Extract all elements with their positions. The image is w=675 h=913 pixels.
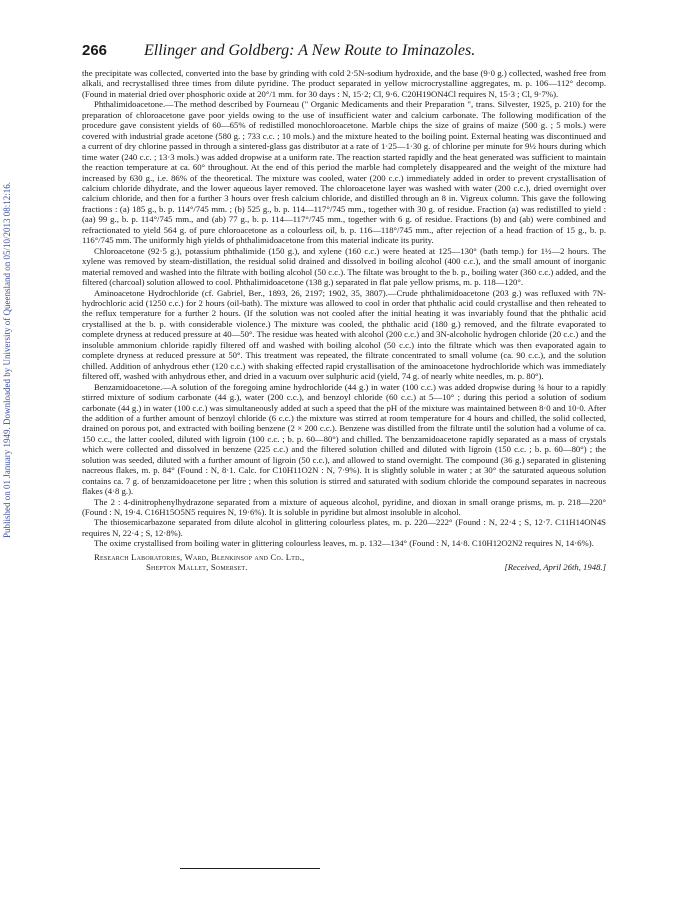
- paragraph-thiosemicarbazone: The thiosemicarbazone separated from dilute alcohol in glittering colourless plates, m. p. 220—222° (Found : N, 22·4 ; S, 12·7. C11H14ON4S requires N, 22·4 ; S, 12·8%).: [82, 517, 606, 538]
- paragraph-oxime: The oxime crystallised from boiling water in glittering colourless leaves, m. p. 132—134° (Found : N, 14·8. C10H12O2N2 requires N, 14·6%).: [94, 538, 594, 549]
- paragraph-benzamidoacetone: Benzamidoacetone.—A solution of the foregoing amine hydrochloride (44 g.) in water (100 c.c.) was added dropwise during ¾ hour to a rapidly stirred mixture of sodium carbonate (44 g.), water (200 c.c.), and benzoyl chloride (60 c.c.) at 5—10° ; during this period a solution of sodium carbonate (44 g.) in water (100 c.c.) was simultaneously added at such a speed that the pH of the mixture was maintained between 8·0 and 10·0. After the addition of a further amount of benzoyl chloride (6 c.c.) the mixture was stirred at room temperature for 4 hours and chilled, the solid collected, drained on porous pot, and extracted with boiling benzene (2 × 200 c.c.). Benzene was distilled from the filtrate until the solution had a volume of ca. 150 c.c., the latter cooled, diluted with ligroin (100 c.c. ; b. p. 60—80°) and chilled. The benzamidoacetone rapidly separated as a mass of crystals which were collected and dissolved in benzene (225 c.c.) and the filtered solution chilled and diluted with ligroin (150 c.c. ; b. p. 60—80°) ; the solution was seeded, diluted with a further amount of ligroin (50 c.c.), and allowed to stand overnight. The compound (36 g.) separated in glistening nacreous flakes, m. p. 84° (Found : N, 8·1. Calc. for C10H11O2N : N, 7·9%). It is slightly soluble in water ; at 30° the saturated aqueous solution contains ca. 7 g. of benzamidoacetone per litre ; when this solution is stirred and saturated with sodium chloride the compound separates in nacreous flakes (4·8 g.).: [82, 381, 606, 497]
- paragraph-dinitrophenylhydrazone: The 2 : 4-dinitrophenylhydrazone separated from a mixture of aqueous alcohol, pyridine, and dioxan in small orange prisms, m. p. 218—220° (Found : N, 19·4. C16H15O5N5 requires N, 19·6%). It is soluble in pyridine but almost insoluble in alcohol.: [82, 496, 606, 518]
- paragraph-chloroacetone: Chloroacetone (92·5 g.), potassium phthalimide (150 g.), and xylene (160 c.c.) were heated at 125—130° (bath temp.) for 1½—2 hours. The xylene was removed by steam-distillation, the residual solid drained and dissolved in boiling alcohol (400 c.c.), and the small amount of inorganic material removed and washed into the filtrate with boiling alcohol (50 c.c.). The filtate was brought to the b. p., boiling water (360 c.c.) added, and the filtered (charcoal) solution allowed to cool. Phthalimidoacetone (138 g.) separated in flat pale yellow prisms, m. p. 118—120°.: [82, 245, 606, 288]
- article-footer: [82, 552, 606, 576]
- page-number: 266: [82, 42, 108, 59]
- affiliation-line-1: Research Laboratories, Ward, Blenkinsop and Co. Ltd.,: [94, 551, 305, 562]
- received-date: [Received, April 26th, 1948.]: [504, 561, 606, 572]
- paragraph-phthalimidoacetone: Phthalimidoacetone.—The method described by Fourneau (" Organic Medicaments and their Preparation ", trans. Silvester, 1925, p. 210) for the preparation of chloroacetone gave poor yields owing to the use of insufficient water and calcium carbonate. The following modification of the procedure gave consistent yields of 60—65% of redistilled monochloroacetone. Marble chips the size of grains of maize (500 g. ; 5 mols.) were covered with industrial grade acetone (580 g. ; 733 c.c. ; 10 mols.) and the mixture heated to the boiling point. External heating was discontinued and a current of dry chlorine passed in through a sintered-glass gas distributor at a rate of 1·25—1·30 g. of chlorine per minute for 9½ hours during which time water (240 c.c. ; 13·3 mols.) was added dropwise at a uniform rate. The reaction started rapidly and the heat generated was sufficient to maintain the reaction temperature at ca. 60° throughout. At the end of this period the marble had completely disappeared and the weight of the mixture had increased by 630 g., i.e. 86% of the theoretical. The mixture was cooled, water (200 c.c.) immediately added in order to prevent crystallisation of calcium chloride dihydrate, and the lower aqueous layer removed. The chloroacetone layer was washed with water (200 c.c.), dried overnight over calcium chloride, and then for a further 3 hours over fresh calcium chloride, and distilled through an 8 in. Vigreux column. This gave the following fractions : (a) 185 g., b. p. 114°/745 mm. ; (b) 525 g., b. p. 114—117°/745 mm., together with 30 g. of residue. Fraction (a) was redistilled to yield : (aa) 99 g., b. p. 114°/745 mm., and (ab) 77 g., b. p. 114—117°/745 mm., together with 6 g. of residue. Fractions (b) and (ab) were combined and refractionated to yield 564 g. of pure chloroacetone as a colourless oil, b. p. 116—118°/745 mm., after rejection of a head fraction of 15 g., b. p. 116°/745 mm. The uniformly high yields of phthalimidoacetone from this material indicate its purity.: [82, 99, 606, 246]
- download-notice: Published on 01 January 1949. Downloaded by University of Queensland on 05/10/2013 08:12:16.: [2, 182, 12, 538]
- paragraph-aminoacetone-hydrochloride: Aminoacetone Hydrochloride (cf. Gabriel, Ber., 1893, 26, 2197; 1902, 35, 3807).—Crude phthalimidoacetone (203 g.) was refluxed with 7N-hydrochloric acid (1250 c.c.) for 2 hours (oil-bath). The mixture was allowed to cool in order that phthalic acid could crystallise and then reheated to the reflux temperature for a further 2 hours. (If the solution was not cooled after the initial heating it was invariably found that the phthalic acid crystallised at the b. p. with considerable violence.) The mixture was cooled, the phthalic acid (180 g.) removed, and the filtrate evaporated to complete dryness at reduced pressure at 40—50°. The residue was heated with alcohol (200 c.c.) and 3N-alcoholic hydrogen chloride (20 c.c.) and the insoluble ammonium chloride rapidly filtered off and washed with boiling alcohol (50 c.c.) into the filtrate which was then evaporated again to complete dryness at reduced pressure at 50°. This treatment was repeated, the filtrate concentrated to small volume (ca. 90 c.c.), and the solution chilled. Addition of anhydrous ether (120 c.c.) with shaking effected rapid crystallisation of the aminoacetone hydrochloride which was immediately filtered off, washed with anhydrous ether, and dried in a vacuum over sulphuric acid (yield, 74 g. of nearly white needles, m. p. 80°).: [82, 287, 606, 382]
- paragraph-continued: the precipitate was collected, converted into the base by grinding with cold 2·5N-sodium hydroxide, and the base (9·0 g.) collected, washed free from alkali, and recrystallised three times from dilute pyridine. The product separated in yellow microcrystalline aggregates, m. p. 106—112° decomp. (Found in material dried over phosphoric oxide at 20°/1 mm. for 30 days : N, 15·2; Cl, 9·6. C20H19ON4Cl requires N, 15·3 ; Cl, 9·7%).: [82, 68, 606, 99]
- page-header: [82, 42, 606, 62]
- article-page: [82, 42, 606, 576]
- article-body: [82, 68, 606, 549]
- running-title: Ellinger and Goldberg: A New Route to Iminazoles.: [144, 42, 476, 59]
- affiliation-line-2: Shepton Mallet, Somerset.: [146, 562, 248, 573]
- end-rule: [180, 868, 320, 869]
